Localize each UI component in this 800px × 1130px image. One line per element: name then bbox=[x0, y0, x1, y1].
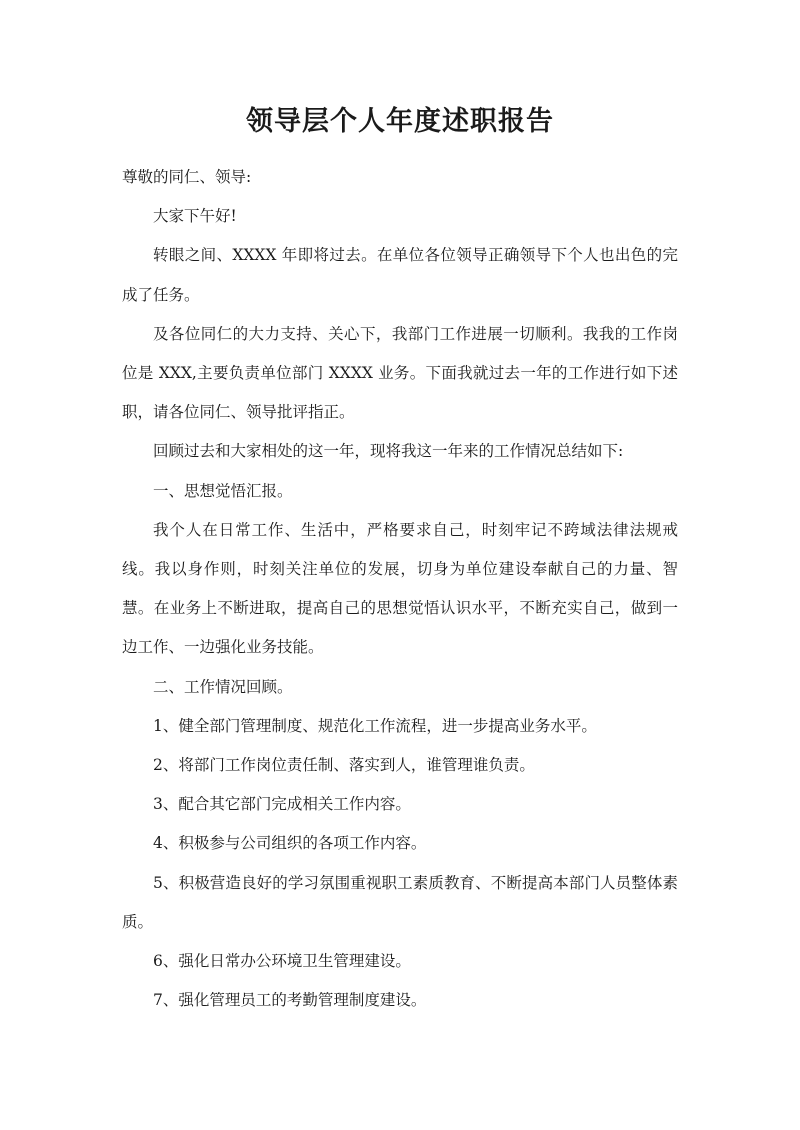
salutation: 尊敬的同仁、领导: bbox=[122, 168, 252, 186]
paragraph: 及各位同仁的大力支持、关心下，我部门工作进展一切顺利。我我的工作岗位是 XXX,主要负责单位部门 XXXX 业务。下面我就过去一年的工作进行如下述职，请各位同仁、领导批评指正。 bbox=[122, 324, 678, 422]
list-item: 7、强化管理员工的考勤管理制度建设。 bbox=[153, 991, 427, 1010]
list-item: 1、健全部门管理制度、规范化工作流程，进一步提高业务水平。 bbox=[153, 716, 597, 735]
document-title: 领导层个人年度述职报告 bbox=[246, 106, 554, 137]
paragraph: 回顾过去和大家相处的这一年，现将我这一年来的工作情况总结如下: bbox=[153, 442, 624, 461]
list-item: 3、配合其它部门完成相关工作内容。 bbox=[153, 795, 411, 814]
paragraph: 我个人在日常工作、生活中，严格要求自己，时刻牢记不跨域法律法规戒线。我以身作则，时刻关注单位的发展，切身为单位建设奉献自己的力量、智慧。在业务上不断进取，提高自己的思想觉悟认识水平，不断充实自己，做到一边工作、一边强化业务技能。 bbox=[122, 520, 678, 657]
document-body bbox=[122, 158, 678, 1020]
greeting: 大家下午好! bbox=[153, 207, 237, 226]
list-item: 2、将部门工作岗位责任制、落实到人，谁管理谁负责。 bbox=[153, 756, 535, 775]
list-item: 5、积极营造良好的学习氛围重视职工素质教育、不断提高本部门人员整体素质。 bbox=[122, 873, 678, 931]
paragraph: 转眼之间、XXXX 年即将过去。在单位各位领导正确领导下个人也出色的完成了任务。 bbox=[122, 246, 678, 304]
list-item: 6、强化日常办公环境卫生管理建设。 bbox=[153, 952, 411, 971]
section-heading: 一、思想觉悟汇报。 bbox=[153, 481, 293, 500]
section-heading: 二、工作情况回顾。 bbox=[153, 677, 293, 696]
list-item: 4、积极参与公司组织的各项工作内容。 bbox=[153, 834, 427, 853]
